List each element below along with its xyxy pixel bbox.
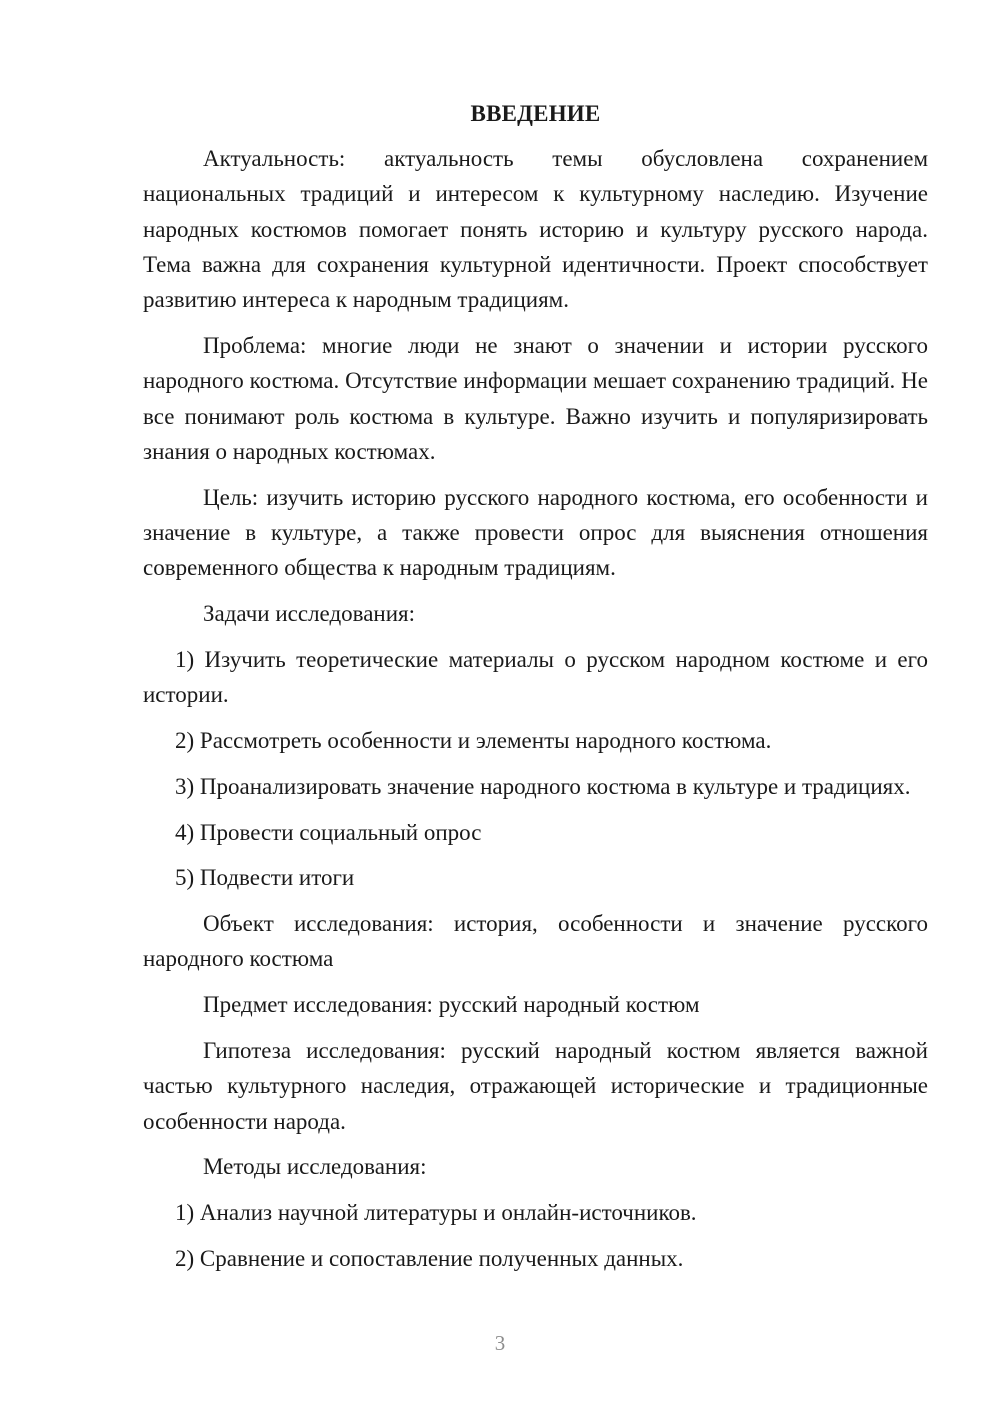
problem-paragraph: Проблема: многие люди не знают о значении и истории русского народного костюма. Отсутствие информации мешает сохранению традиций. Не все понимают роль костюма в культуре. Важно изучить и популяризировать знания о народных костюмах. — [143, 332, 928, 464]
task-item: 3) Проанализировать значение народного костюма в культуре и традициях. — [175, 773, 911, 799]
tasks-heading: Задачи исследования: — [203, 601, 416, 627]
task-item: 2) Рассмотреть особенности и элементы народного костюма. — [175, 727, 772, 753]
object-paragraph: Объект исследования: история, особенности и значение русского народного костюма — [143, 911, 928, 972]
relevance-paragraph: Актуальность: актуальность темы обусловлена сохранением национальных традиций и интересом к культурному наследию. Изучение народных костюмов помогает понять историю и культуру русского народа. Тема важна для сохранения культурной идентичности. Проект способствует развитию интереса к народным традициям. — [143, 146, 928, 313]
task-item: 5) Подвести итоги — [175, 865, 355, 891]
page-content — [143, 96, 928, 1276]
hypothesis-paragraph: Гипотеза исследования: русский народный костюм является важной частью культурного наследия, отражающей исторические и традиционные особенности народа. — [143, 1038, 928, 1134]
page-title: ВВЕДЕНИЕ — [470, 101, 601, 126]
task-item: 1) Изучить теоретические материалы о русском народном костюме и его истории. — [143, 646, 928, 708]
goal-paragraph: Цель: изучить историю русского народного костюма, его особенности и значение в культуре, а также провести опрос для выяснения отношения современного общества к народным традициям. — [143, 484, 928, 581]
method-item: 2) Сравнение и сопоставление полученных данных. — [175, 1246, 684, 1272]
methods-heading: Методы исследования: — [203, 1154, 427, 1180]
subject-paragraph: Предмет исследования: русский народный костюм — [203, 992, 700, 1018]
task-item: 4) Провести социальный опрос — [175, 819, 482, 845]
method-item: 1) Анализ научной литературы и онлайн-источников. — [175, 1200, 697, 1226]
page-number: 3 — [494, 1331, 506, 1355]
